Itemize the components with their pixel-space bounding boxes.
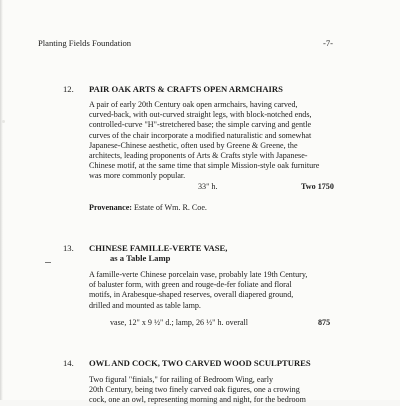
description-line: Japanese-Chinese aesthetic, often used by Greene & Greene, the [89, 140, 298, 150]
description-line: Two figural "finials," for railing of Bedroom Wing, early [89, 375, 274, 384]
description-line: curved-back, with out-curved straight legs, with block-notched ends, [89, 110, 312, 120]
description-line: drilled and mounted as table lamp. [89, 300, 201, 310]
item-description [89, 375, 337, 406]
item-title: CHINESE FAMILLE-VERTE VASE, [89, 243, 228, 253]
item-description [89, 270, 337, 311]
description-line: 20th Century, being two finely carved oak figures, one a crowing [89, 385, 300, 395]
item-price: 875 [318, 318, 331, 327]
description-line: A pair of early 20th Century oak open armchairs, having carved, [89, 100, 298, 109]
item-number: 14. [63, 358, 74, 368]
page-number: -7- [323, 38, 334, 48]
item-title: OWL AND COCK, TWO CARVED WOOD SCULPTURES [89, 358, 311, 368]
item-price: Two 1750 [301, 182, 334, 191]
provenance-label: Provenance: [89, 203, 133, 212]
item-provenance [89, 203, 207, 212]
punch-hole [2, 120, 5, 123]
provenance-text: Estate of Wm. R. Coe. [134, 203, 207, 212]
margin-mark [45, 262, 51, 263]
description-line: of baluster form, with green and rouge-de-fer foliate and floral [89, 280, 292, 290]
description-line: A famille-verte Chinese porcelain vase, probably late 19th Century, [89, 270, 308, 279]
description-line: cock, one an owl, representing morning and night, for the bedroom [89, 395, 306, 405]
item-number: 12. [63, 84, 74, 94]
item-subtitle: as a Table Lamp [110, 253, 171, 263]
item-number: 13. [63, 243, 74, 253]
description-line: architects, leading proponents of Arts & Crafts style with Japanese- [89, 151, 308, 161]
scan-edge-shadow [0, 0, 3, 400]
description-line: motifs, in Arabesque-shaped reserves, overall diapered ground, [89, 290, 294, 300]
description-line: was more commonly popular. [89, 171, 186, 181]
organization-header: Planting Fields Foundation [38, 38, 132, 48]
item-description [89, 100, 337, 182]
item-title: PAIR OAK ARTS & CRAFTS OPEN ARMCHAIRS [89, 84, 283, 94]
item-dimensions: 33" h. [198, 182, 218, 191]
description-line: controlled-curve "H"-stretchered base; the simple carving and gentle [89, 120, 312, 130]
description-line: Chinese motif, at the same time that simple Mission-style oak furniture [89, 161, 320, 171]
description-line: curves of the chair incorporate a modified naturalistic and somewhat [89, 130, 312, 140]
item-dimensions: vase, 12" x 9 ½" d.; lamp, 26 ½" h. overall [110, 318, 249, 327]
